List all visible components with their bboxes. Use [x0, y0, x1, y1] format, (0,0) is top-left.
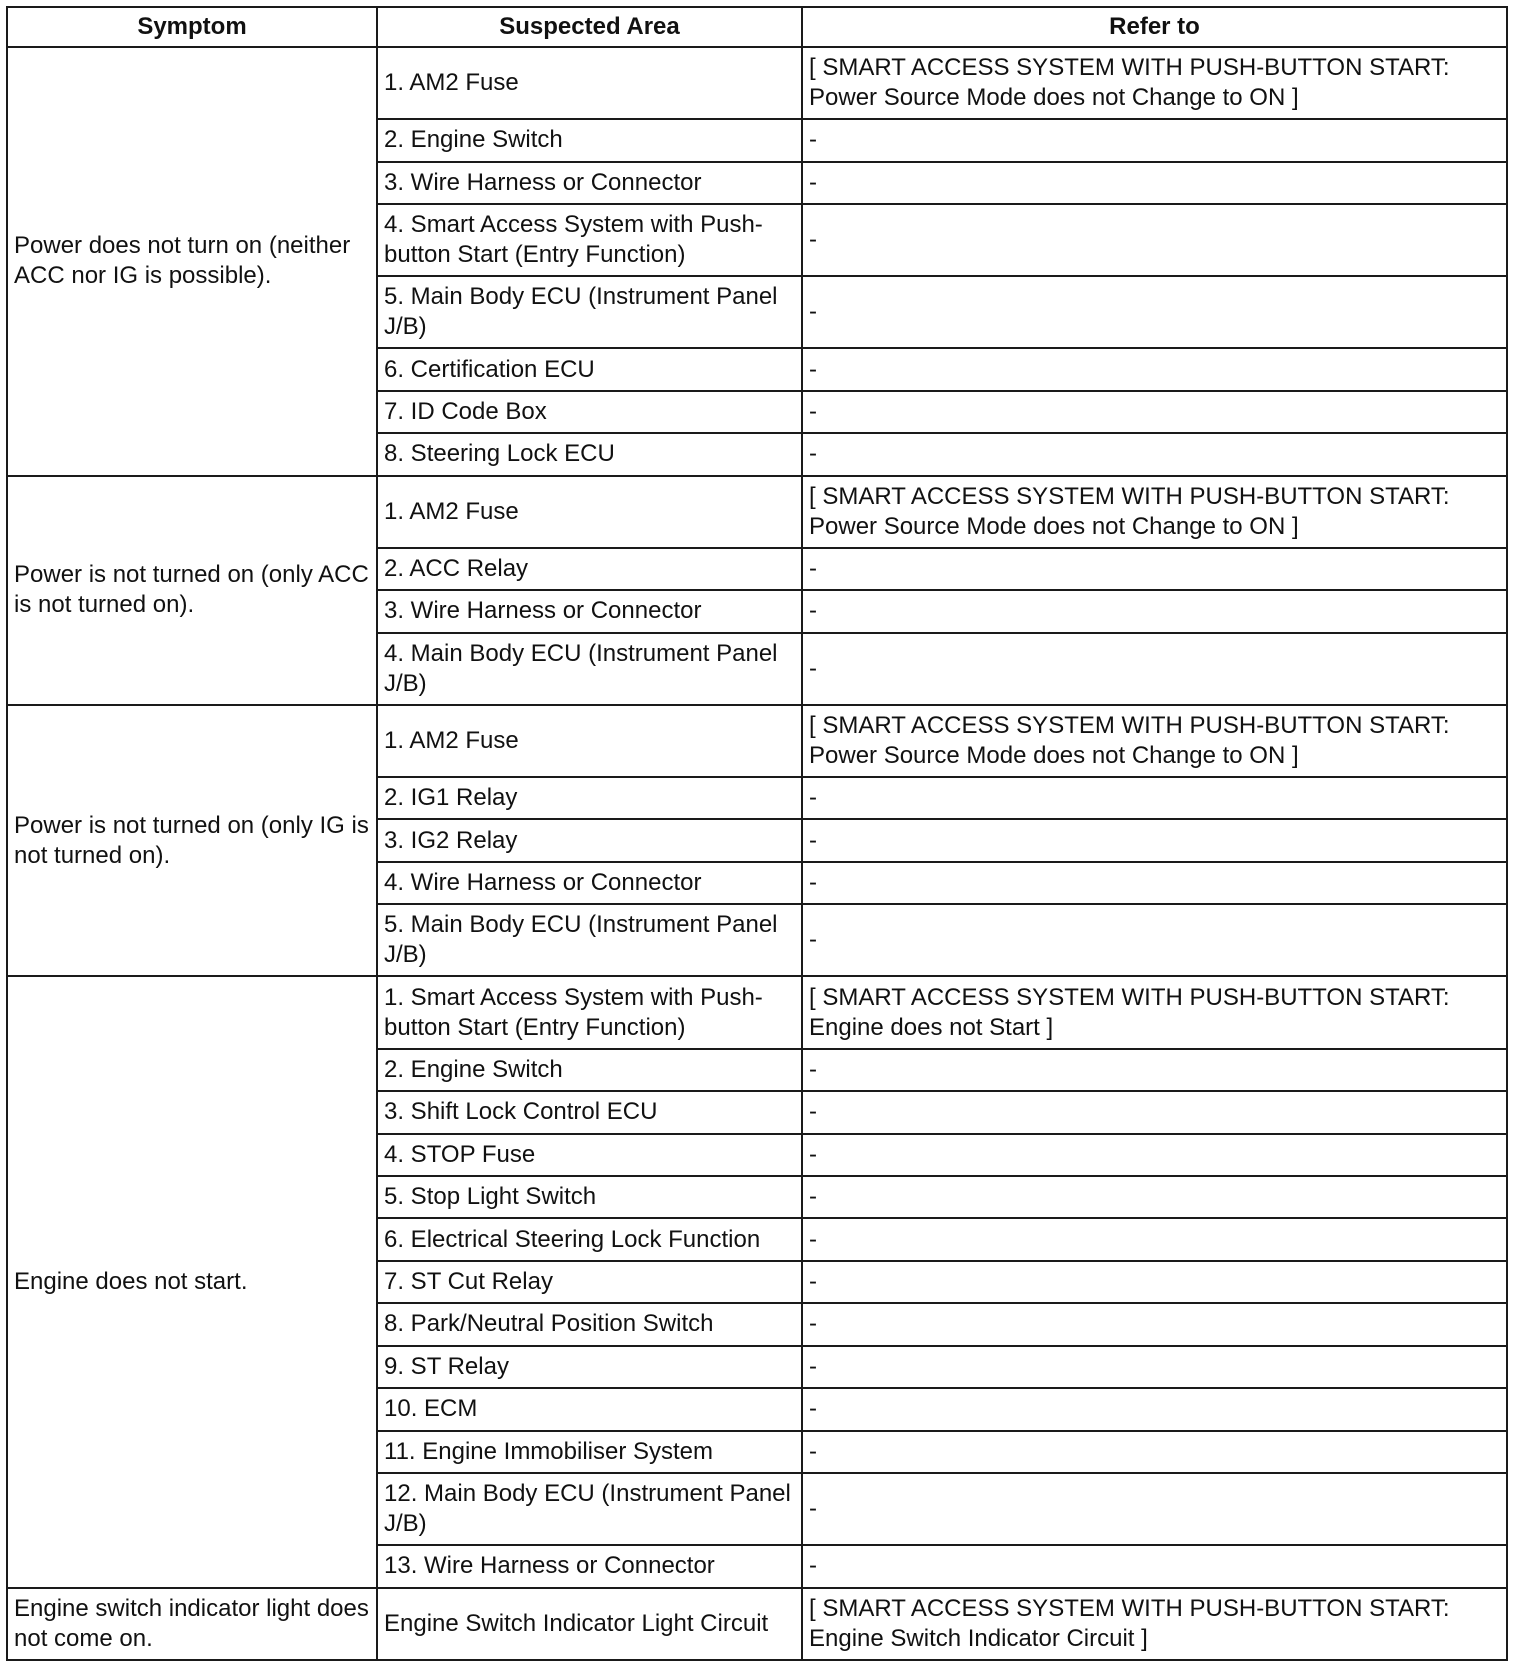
- refer-to-cell: -: [802, 590, 1507, 632]
- symptom-cell: Engine does not start.: [7, 976, 377, 1587]
- refer-to-cell: -: [802, 1134, 1507, 1176]
- troubleshooting-table: [6, 6, 1508, 1661]
- refer-to-cell: -: [802, 276, 1507, 348]
- symptom-cell: Power is not turned on (only IG is not turned on).: [7, 705, 377, 977]
- refer-to-cell: -: [802, 348, 1507, 390]
- suspected-area-cell: 12. Main Body ECU (Instrument Panel J/B): [377, 1473, 802, 1545]
- header-suspected-area: Suspected Area: [377, 7, 802, 47]
- suspected-area-cell: 6. Electrical Steering Lock Function: [377, 1218, 802, 1260]
- refer-to-cell: -: [802, 1049, 1507, 1091]
- suspected-area-cell: 13. Wire Harness or Connector: [377, 1545, 802, 1587]
- refer-to-cell: -: [802, 1431, 1507, 1473]
- suspected-area-cell: 4. Smart Access System with Push-button Start (Entry Function): [377, 204, 802, 276]
- refer-to-cell: -: [802, 819, 1507, 861]
- suspected-area-cell: 1. AM2 Fuse: [377, 705, 802, 777]
- refer-to-link[interactable]: [ SMART ACCESS SYSTEM WITH PUSH-BUTTON START: Engine Switch Indicator Circuit ]: [802, 1588, 1507, 1660]
- suspected-area-cell: 2. IG1 Relay: [377, 777, 802, 819]
- suspected-area-cell: 4. Wire Harness or Connector: [377, 862, 802, 904]
- header-refer-to: Refer to: [802, 7, 1507, 47]
- suspected-area-cell: 2. Engine Switch: [377, 1049, 802, 1091]
- refer-to-cell: -: [802, 777, 1507, 819]
- suspected-area-cell: 6. Certification ECU: [377, 348, 802, 390]
- header-row: [7, 7, 1507, 47]
- refer-to-cell: -: [802, 1303, 1507, 1345]
- refer-to-cell: -: [802, 548, 1507, 590]
- suspected-area-cell: 3. Shift Lock Control ECU: [377, 1091, 802, 1133]
- symptom-cell: Power does not turn on (neither ACC nor IG is possible).: [7, 47, 377, 476]
- suspected-area-cell: 3. Wire Harness or Connector: [377, 162, 802, 204]
- suspected-area-cell: 9. ST Relay: [377, 1346, 802, 1388]
- refer-to-cell: -: [802, 162, 1507, 204]
- symptom-cell: Engine switch indicator light does not come on.: [7, 1588, 377, 1660]
- suspected-area-cell: 2. Engine Switch: [377, 119, 802, 161]
- symptom-cell: Power is not turned on (only ACC is not turned on).: [7, 476, 377, 705]
- header-symptom: Symptom: [7, 7, 377, 47]
- table-body: [7, 47, 1507, 1660]
- refer-to-cell: -: [802, 1091, 1507, 1133]
- refer-to-cell: -: [802, 1218, 1507, 1260]
- suspected-area-cell: 8. Steering Lock ECU: [377, 433, 802, 475]
- suspected-area-cell: 5. Main Body ECU (Instrument Panel J/B): [377, 904, 802, 976]
- refer-to-cell: -: [802, 1261, 1507, 1303]
- table-row: [7, 705, 1507, 777]
- refer-to-cell: -: [802, 633, 1507, 705]
- suspected-area-cell: 8. Park/Neutral Position Switch: [377, 1303, 802, 1345]
- refer-to-cell: -: [802, 1176, 1507, 1218]
- table-row: [7, 476, 1507, 548]
- refer-to-cell: -: [802, 204, 1507, 276]
- refer-to-link[interactable]: [ SMART ACCESS SYSTEM WITH PUSH-BUTTON START: Engine does not Start ]: [802, 976, 1507, 1048]
- table-row: [7, 976, 1507, 1048]
- suspected-area-cell: 3. IG2 Relay: [377, 819, 802, 861]
- suspected-area-cell: 10. ECM: [377, 1388, 802, 1430]
- refer-to-link[interactable]: [ SMART ACCESS SYSTEM WITH PUSH-BUTTON START: Power Source Mode does not Change to ON ]: [802, 705, 1507, 777]
- suspected-area-cell: 2. ACC Relay: [377, 548, 802, 590]
- refer-to-link[interactable]: [ SMART ACCESS SYSTEM WITH PUSH-BUTTON START: Power Source Mode does not Change to ON ]: [802, 47, 1507, 119]
- suspected-area-cell: 1. AM2 Fuse: [377, 47, 802, 119]
- suspected-area-cell: 5. Main Body ECU (Instrument Panel J/B): [377, 276, 802, 348]
- suspected-area-cell: 1. AM2 Fuse: [377, 476, 802, 548]
- refer-to-link[interactable]: [ SMART ACCESS SYSTEM WITH PUSH-BUTTON START: Power Source Mode does not Change to ON ]: [802, 476, 1507, 548]
- refer-to-cell: -: [802, 1545, 1507, 1587]
- refer-to-cell: -: [802, 1346, 1507, 1388]
- suspected-area-cell: 4. Main Body ECU (Instrument Panel J/B): [377, 633, 802, 705]
- refer-to-cell: -: [802, 119, 1507, 161]
- table-row: [7, 47, 1507, 119]
- suspected-area-cell: 1. Smart Access System with Push-button Start (Entry Function): [377, 976, 802, 1048]
- suspected-area-cell: 7. ID Code Box: [377, 391, 802, 433]
- refer-to-cell: -: [802, 391, 1507, 433]
- suspected-area-cell: 5. Stop Light Switch: [377, 1176, 802, 1218]
- suspected-area-cell: 4. STOP Fuse: [377, 1134, 802, 1176]
- refer-to-cell: -: [802, 1388, 1507, 1430]
- refer-to-cell: -: [802, 862, 1507, 904]
- suspected-area-cell: Engine Switch Indicator Light Circuit: [377, 1588, 802, 1660]
- suspected-area-cell: 7. ST Cut Relay: [377, 1261, 802, 1303]
- suspected-area-cell: 11. Engine Immobiliser System: [377, 1431, 802, 1473]
- refer-to-cell: -: [802, 433, 1507, 475]
- refer-to-cell: -: [802, 904, 1507, 976]
- suspected-area-cell: 3. Wire Harness or Connector: [377, 590, 802, 632]
- table-row: [7, 1588, 1507, 1660]
- refer-to-cell: -: [802, 1473, 1507, 1545]
